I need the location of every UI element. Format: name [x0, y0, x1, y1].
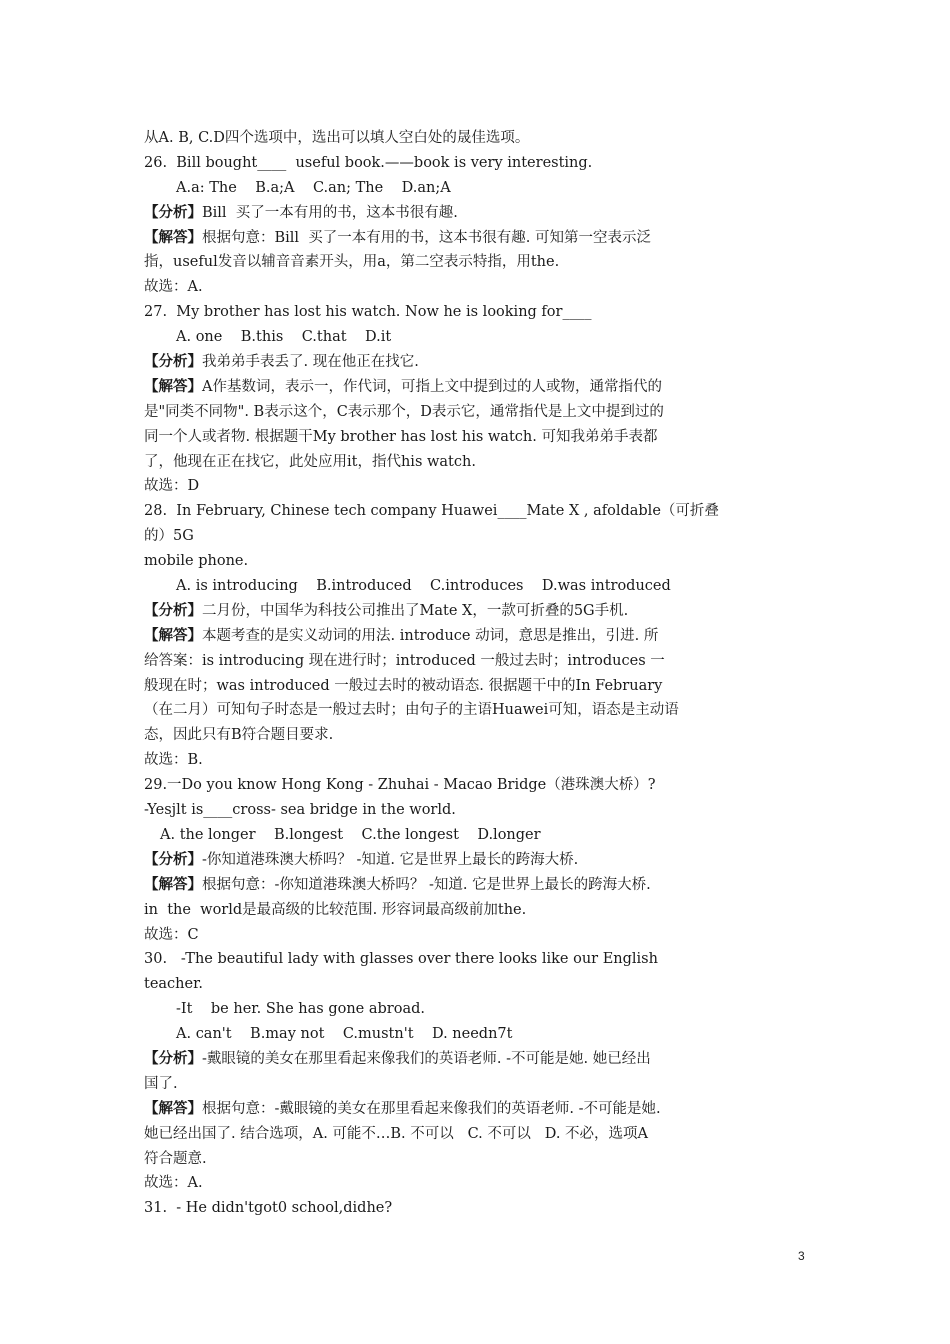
answer-text: A作基数词，表示一，作代词，可指上文中提到过的人或物，通常指代的 [202, 378, 662, 395]
question-28-stem: mobile phone. [144, 553, 249, 570]
answer-text: （在二月）可知句子时态是一般过去时；由句子的主语Huawei可知，语态是主动语 [144, 702, 679, 719]
answer-text: 了，他现在正在找它，此处应用it，指代his watch. [144, 453, 476, 470]
question-29-stem: -Yesjlt is____cross- sea bridge in the world. [144, 802, 456, 819]
answer-label: 【解答】 [144, 378, 202, 395]
answer-text: 根据句意：-你知道港珠澳大桥吗？ -知道. 它是世界上最长的跨海大桥. [202, 876, 651, 893]
answer-text: 根据句意：-戴眼镜的美女在那里看起来像我们的英语老师. -不可能是她. [202, 1100, 661, 1117]
analysis-text: 国了. [144, 1075, 178, 1092]
answer-label: 【解答】 [144, 1100, 202, 1117]
question-31-stem: 31. - He didn'tgot0 school,didhe? [144, 1200, 393, 1217]
answer-text: 般现在时；was introduced 一般过去时的被动语态. 很据题干中的In February [144, 677, 663, 694]
question-28-stem: 28. In February, Chinese tech company Huawei____Mate X , afoldable（可折叠 [144, 503, 719, 520]
question-27-options: A. one B.this C.that D.it [176, 329, 392, 346]
question-28-options: A. is introducing B.introduced C.introduces D.was introduced [176, 578, 671, 595]
analysis-label: 【分析】 [144, 602, 202, 619]
question-28-choice: 故选：B. [144, 752, 203, 769]
answer-label: 【解答】 [144, 876, 202, 893]
question-29-choice: 故选：C [144, 926, 199, 943]
analysis-label: 【分析】 [144, 851, 202, 868]
answer-text: 根据句意：Bill 买了一本有用的书，这本书很有趣. 可知第一空表示泛 [202, 229, 652, 246]
answer-text: 同一个人或者物. 根据题干My brother has lost his watch. 可知我弟弟手表都 [144, 428, 658, 445]
analysis-text: 我弟弟手表丢了. 现在他正在找它. [202, 354, 419, 371]
question-27-stem: 27. My brother has lost his watch. Now he is looking for____ [144, 304, 592, 321]
answer-text: 指，useful发音以辅音音素开头，用a，第二空表示特指，用the. [144, 254, 560, 271]
question-30-stem: -It be her. She has gone abroad. [176, 1001, 425, 1018]
page-content [144, 126, 810, 1221]
answer-label: 【解答】 [144, 627, 202, 644]
question-28-stem: 的）5G [144, 528, 194, 545]
answer-text: in the world是最高级的比较范围. 形容词最高级前加the. [144, 901, 527, 918]
page-number: 3 [798, 1249, 805, 1263]
question-26-stem: 26. Bill bought____ useful book.——book is very interesting. [144, 154, 593, 171]
analysis-text: 二月份，中国华为科技公司推出了Mate X，一款可折叠的5G手机. [202, 602, 629, 619]
question-27-analysis [144, 350, 810, 375]
question-27-answer [144, 375, 810, 400]
answer-text: 符合题意. [144, 1150, 207, 1167]
question-30-options: A. can't B.may not C.mustn't D. needn7t [176, 1026, 513, 1043]
analysis-text: -你知道港珠澳大桥吗？ -知道. 它是世界上最长的跨海大桥. [202, 851, 579, 868]
question-27-choice: 故选：D [144, 478, 200, 495]
answer-text: 态，因此只有B符合题目要求. [144, 727, 334, 744]
question-29-answer [144, 873, 810, 898]
answer-text: 给答案：is introducing 现在进行时；introduced 一般过去时；introduces 一 [144, 652, 665, 669]
question-30-stem: teacher. [144, 976, 204, 993]
question-29-analysis [144, 848, 810, 873]
answer-text: 本题考查的是实义动词的用法. introduce 动词，意思是推出，引进. 所 [202, 627, 659, 644]
answer-text: 她已经出国了. 结合选项，A. 可能不…B. 不可以 C. 不可以 D. 不必，选项A [144, 1125, 649, 1142]
question-30-stem: 30. -The beautiful lady with glasses over there looks like our English [144, 951, 658, 968]
question-28-analysis [144, 599, 810, 624]
answer-text: 是"同类不同物". B表示这个，C表示那个，D表示它，通常指代是上文中提到过的 [144, 403, 664, 420]
question-30-analysis [144, 1047, 810, 1072]
analysis-text: Bill 买了一本有用的书，这本书很有趣. [202, 204, 458, 221]
instruction-text: 从A. B, C.D四个选项中，选出可以填人空白处的晟佳选项。 [144, 130, 530, 146]
question-26-options: A.a: The B.a;A C.an; The D.an;A [176, 179, 451, 196]
analysis-label: 【分析】 [144, 354, 202, 371]
analysis-label: 【分析】 [144, 1050, 202, 1067]
answer-label: 【解答】 [144, 229, 202, 246]
question-29-options: A. the longer B.longest C.the longest D.longer [160, 826, 541, 843]
question-26-answer [144, 226, 810, 251]
question-26-choice: 故选：A. [144, 279, 203, 296]
analysis-label: 【分析】 [144, 204, 202, 221]
question-28-answer [144, 624, 810, 649]
question-29-stem: 29.一Do you know Hong Kong - Zhuhai - Macao Bridge（港珠澳大桥）? [144, 777, 656, 794]
analysis-text: -戴眼镜的美女在那里看起来像我们的英语老师. -不可能是她. 她已经出 [202, 1050, 651, 1067]
question-26-analysis [144, 201, 810, 226]
question-30-choice: 故选：A. [144, 1175, 203, 1192]
question-30-answer [144, 1097, 810, 1122]
